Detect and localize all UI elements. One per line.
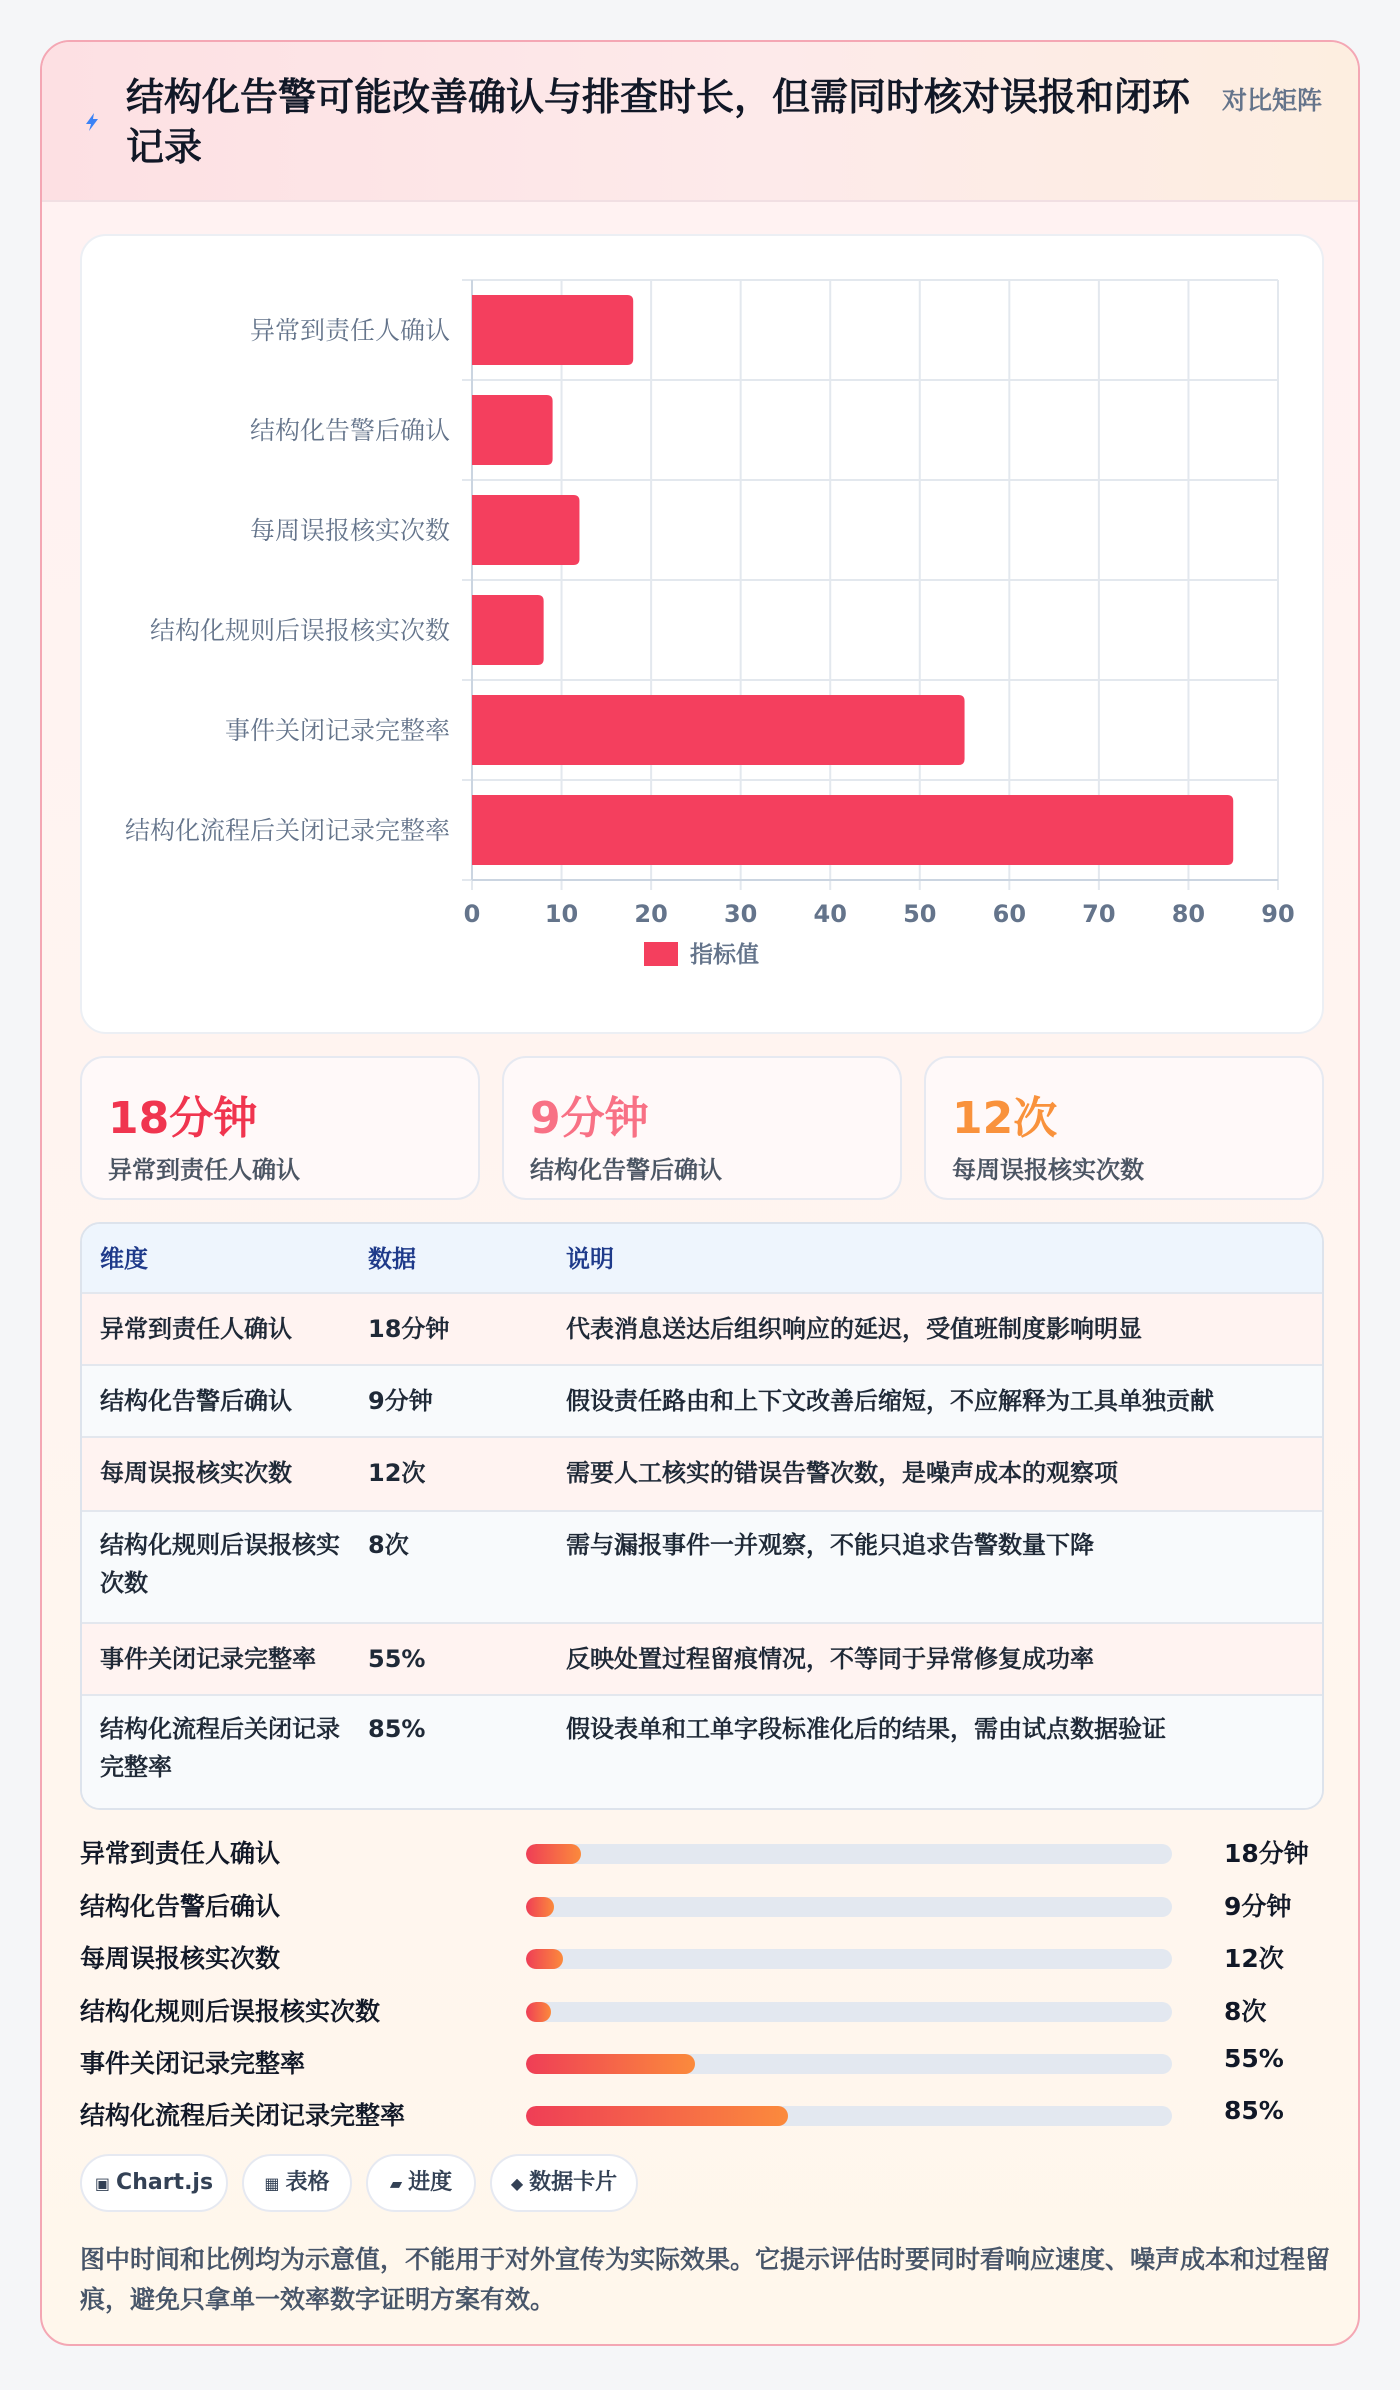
table-row: [82, 1696, 1322, 1810]
x-tick-label: 50: [903, 900, 937, 928]
progress-track: [526, 1949, 1172, 1969]
progress-fill: [526, 1949, 563, 1969]
stat-value: 18分钟: [108, 1093, 258, 1144]
table-cell: 18分钟: [368, 1315, 450, 1343]
chip-label: 进度: [408, 2170, 453, 2195]
y-tick-label: 异常到责任人确认: [249, 316, 450, 345]
table-cell: 反映处置过程留痕情况，不等同于异常修复成功率: [566, 1645, 1094, 1673]
y-tick-label: 结构化规则后误报核实次数: [149, 616, 450, 645]
y-tick-label: 结构化告警后确认: [249, 416, 450, 445]
table-cell: 假设责任路由和上下文改善后缩短，不应解释为工具单独贡献: [566, 1387, 1214, 1415]
bar: [472, 495, 579, 565]
bar: [472, 695, 965, 765]
bar: [472, 295, 633, 365]
table-row: [82, 1294, 1322, 1366]
table-cell: 结构化告警后确认: [100, 1387, 292, 1415]
chip-table[interactable]: [242, 2154, 352, 2212]
progress-fill: [526, 2054, 695, 2074]
table-icon: ▦: [264, 2174, 280, 2193]
progress-label: 结构化流程后关闭记录完整率: [80, 2101, 406, 2130]
stat-label: 结构化告警后确认: [530, 1156, 722, 1184]
table-cell: 85%: [368, 1715, 426, 1743]
progress-row: [80, 1931, 1324, 1983]
progress-label: 事件关闭记录完整率: [80, 2049, 306, 2078]
chart-svg: [82, 236, 1326, 1036]
stat-label: 异常到责任人确认: [108, 1156, 300, 1184]
table-cell: 每周误报核实次数: [100, 1459, 292, 1487]
x-tick-label: 90: [1261, 900, 1295, 928]
table-cell: 12次: [368, 1459, 426, 1487]
progress-track: [526, 2002, 1172, 2022]
progress-row: [80, 2088, 1324, 2140]
table-row: [82, 1438, 1322, 1512]
table-cell: 结构化流程后关闭记录完整率: [100, 1715, 340, 1781]
stat-card: [924, 1056, 1324, 1200]
chip-data-card[interactable]: [490, 2154, 638, 2212]
progress-row: [80, 2036, 1324, 2088]
progress-track: [526, 2054, 1172, 2074]
x-tick-label: 0: [463, 900, 481, 928]
chip-progress[interactable]: [366, 2154, 476, 2212]
progress-icon: ▰: [389, 2174, 403, 2193]
table-cell: 异常到责任人确认: [100, 1315, 292, 1343]
chip-label: Chart.js: [116, 2170, 214, 2195]
progress-label: 结构化规则后误报核实次数: [80, 1997, 381, 2026]
lightning-icon: [80, 110, 104, 134]
progress-value: 85%: [1224, 2096, 1284, 2125]
chip-label: 数据卡片: [529, 2170, 618, 2195]
progress-label: 异常到责任人确认: [80, 1839, 281, 1868]
header-cell: 数据: [368, 1245, 416, 1273]
x-tick-label: 40: [813, 900, 847, 928]
stat-value: 9分钟: [530, 1093, 649, 1144]
stat-label: 每周误报核实次数: [952, 1156, 1144, 1184]
header-tag: 对比矩阵: [1222, 86, 1323, 115]
table-cell: 8次: [368, 1531, 409, 1559]
header-cell: 维度: [100, 1245, 148, 1273]
progress-fill: [526, 1844, 581, 1864]
x-tick-label: 10: [544, 900, 579, 928]
table-cell: 事件关闭记录完整率: [100, 1645, 316, 1673]
x-tick-label: 30: [723, 900, 758, 928]
progress-value: 9分钟: [1224, 1892, 1292, 1921]
progress-row: [80, 1879, 1324, 1931]
progress-label: 结构化告警后确认: [80, 1892, 281, 1921]
chart-icon: ▣: [94, 2174, 111, 2193]
progress-value: 8次: [1224, 1997, 1267, 2026]
header: [42, 42, 1358, 202]
footnote: 图中时间和比例均为示意值，不能用于对外宣传为实际效果。它提示评估时要同时看响应速度、噪声成本和过程留痕，避免只拿单一效率数字证明方案有效。: [80, 2245, 1331, 2314]
bar-chart: [80, 234, 1324, 1034]
progress-value: 18分钟: [1224, 1839, 1309, 1868]
table-cell: 代表消息送达后组织响应的延迟，受值班制度影响明显: [566, 1315, 1142, 1343]
progress-row: [80, 1826, 1324, 1878]
page-title: 结构化告警可能改善确认与排查时长，但需同时核对误报和闭环记录: [126, 75, 1191, 169]
legend-swatch: [644, 942, 678, 966]
chip-chartjs[interactable]: [80, 2154, 228, 2212]
progress-fill: [526, 1897, 554, 1917]
table-cell: 9分钟: [368, 1387, 433, 1415]
table-row: [82, 1512, 1322, 1624]
x-tick-label: 70: [1082, 900, 1116, 928]
table-cell: 假设表单和工单字段标准化后的结果，需由试点数据验证: [566, 1715, 1166, 1743]
card-icon: ◆: [510, 2174, 524, 2193]
x-tick-label: 60: [992, 900, 1027, 928]
table-cell: 需要人工核实的错误告警次数，是噪声成本的观察项: [566, 1459, 1118, 1487]
progress-fill: [526, 2002, 551, 2022]
legend-label: 指标值: [690, 942, 759, 968]
report-card: [40, 40, 1360, 2346]
bar: [472, 595, 544, 665]
table-header: [82, 1224, 1322, 1294]
progress-fill: [526, 2106, 788, 2126]
table-cell: 55%: [368, 1645, 426, 1673]
table-row: [82, 1366, 1322, 1438]
progress-track: [526, 1897, 1172, 1917]
y-tick-label: 事件关闭记录完整率: [224, 716, 450, 745]
table-cell: 结构化规则后误报核实次数: [100, 1531, 340, 1597]
progress-track: [526, 1844, 1172, 1864]
progress-row: [80, 1984, 1324, 2036]
header-cell: 说明: [566, 1245, 614, 1273]
table-cell: 需与漏报事件一并观察，不能只追求告警数量下降: [566, 1531, 1094, 1559]
table-row: [82, 1624, 1322, 1696]
x-tick-label: 80: [1171, 900, 1206, 928]
chip-label: 表格: [285, 2170, 330, 2195]
progress-label: 每周误报核实次数: [80, 1944, 281, 1973]
y-tick-label: 每周误报核实次数: [249, 516, 450, 545]
stat-value: 12次: [952, 1093, 1058, 1144]
stat-card: [502, 1056, 902, 1200]
stat-card: [80, 1056, 480, 1200]
progress-track: [526, 2106, 1172, 2126]
bar: [472, 395, 553, 465]
x-tick-label: 20: [634, 900, 668, 928]
data-table: [80, 1222, 1324, 1810]
progress-value: 12次: [1224, 1944, 1284, 1973]
y-tick-label: 结构化流程后关闭记录完整率: [124, 816, 450, 845]
progress-value: 55%: [1224, 2044, 1284, 2073]
bar: [472, 795, 1233, 865]
